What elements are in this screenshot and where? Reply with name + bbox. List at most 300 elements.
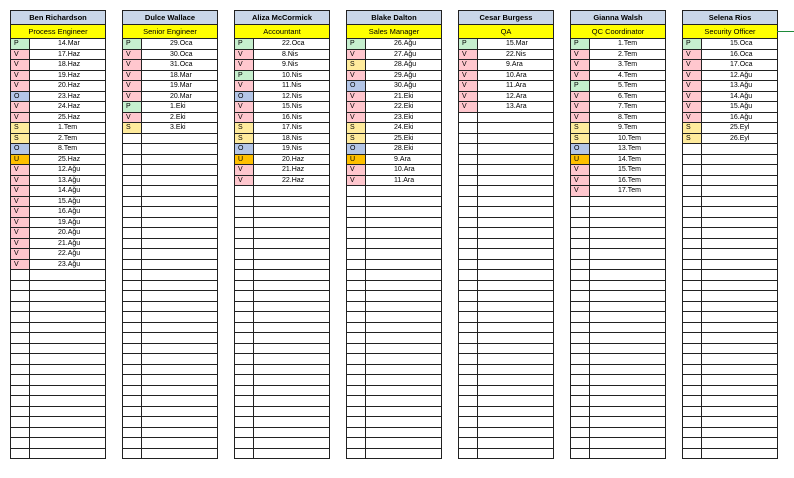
status-code-cell[interactable]: [123, 323, 142, 333]
status-code-cell[interactable]: [11, 375, 30, 385]
status-code-cell[interactable]: [123, 281, 142, 291]
date-cell[interactable]: 24.Eki: [394, 124, 414, 131]
status-code-cell[interactable]: [571, 354, 590, 364]
date-cell[interactable]: 22.Ağu: [58, 250, 81, 257]
status-code-cell[interactable]: [347, 249, 366, 259]
date-cell[interactable]: [702, 438, 777, 448]
date-cell[interactable]: [590, 228, 665, 238]
status-code-cell[interactable]: [683, 396, 702, 406]
date-cell[interactable]: [366, 291, 441, 301]
status-code-cell[interactable]: V: [11, 260, 30, 270]
date-cell[interactable]: [590, 281, 665, 291]
date-cell[interactable]: 25.Eyl: [730, 124, 750, 131]
status-code-cell[interactable]: [235, 218, 254, 228]
status-code-cell[interactable]: [459, 218, 478, 228]
date-cell[interactable]: 22.Nis: [506, 50, 526, 58]
status-code-cell[interactable]: P: [123, 102, 142, 112]
status-code-cell[interactable]: [235, 249, 254, 259]
status-code-cell[interactable]: [683, 333, 702, 343]
date-cell[interactable]: 2.Tem: [58, 134, 78, 142]
date-cell[interactable]: [702, 155, 777, 165]
date-cell[interactable]: 18.Nis: [282, 134, 302, 142]
status-code-cell[interactable]: V: [683, 60, 702, 70]
date-cell[interactable]: 9.Tem: [618, 124, 638, 131]
status-code-cell[interactable]: [347, 428, 366, 438]
status-code-cell[interactable]: V: [11, 218, 30, 228]
status-code-cell[interactable]: [347, 375, 366, 385]
status-code-cell[interactable]: V: [683, 81, 702, 91]
status-code-cell[interactable]: [459, 417, 478, 427]
date-cell[interactable]: [702, 354, 777, 364]
date-cell[interactable]: [478, 428, 553, 438]
date-cell[interactable]: 25.Haz: [58, 113, 81, 121]
date-cell[interactable]: [702, 333, 777, 343]
date-cell[interactable]: [478, 407, 553, 417]
date-cell[interactable]: [30, 417, 105, 427]
date-cell[interactable]: 17.Tem: [618, 187, 641, 194]
status-code-cell[interactable]: [683, 260, 702, 270]
status-code-cell[interactable]: [683, 218, 702, 228]
date-cell[interactable]: [366, 407, 441, 417]
status-code-cell[interactable]: [347, 218, 366, 228]
status-code-cell[interactable]: [235, 291, 254, 301]
date-cell[interactable]: [254, 323, 329, 333]
date-cell[interactable]: [590, 407, 665, 417]
status-code-cell[interactable]: [347, 386, 366, 396]
date-cell[interactable]: [478, 270, 553, 280]
date-cell[interactable]: [142, 407, 217, 417]
status-code-cell[interactable]: [123, 239, 142, 249]
date-cell[interactable]: [142, 270, 217, 280]
status-code-cell[interactable]: P: [683, 39, 702, 49]
person-name[interactable]: Ben Richardson: [11, 11, 105, 25]
status-code-cell[interactable]: [347, 291, 366, 301]
date-cell[interactable]: 22.Haz: [282, 176, 305, 184]
status-code-cell[interactable]: [235, 449, 254, 459]
status-code-cell[interactable]: [571, 417, 590, 427]
status-code-cell[interactable]: S: [11, 123, 30, 133]
date-cell[interactable]: [30, 449, 105, 459]
date-cell[interactable]: 17.Oca: [730, 61, 753, 68]
date-cell[interactable]: [590, 260, 665, 270]
date-cell[interactable]: [30, 354, 105, 364]
date-cell[interactable]: [702, 144, 777, 154]
status-code-cell[interactable]: [11, 270, 30, 280]
status-code-cell[interactable]: [235, 302, 254, 312]
status-code-cell[interactable]: V: [11, 228, 30, 238]
status-code-cell[interactable]: [459, 291, 478, 301]
status-code-cell[interactable]: [123, 197, 142, 207]
status-code-cell[interactable]: S: [123, 123, 142, 133]
date-cell[interactable]: [142, 134, 217, 144]
status-code-cell[interactable]: V: [571, 71, 590, 81]
date-cell[interactable]: 15.Oca: [730, 40, 753, 47]
date-cell[interactable]: [478, 333, 553, 343]
status-code-cell[interactable]: [235, 197, 254, 207]
status-code-cell[interactable]: [11, 344, 30, 354]
status-code-cell[interactable]: [347, 270, 366, 280]
status-code-cell[interactable]: [347, 344, 366, 354]
status-code-cell[interactable]: [459, 365, 478, 375]
date-cell[interactable]: [590, 449, 665, 459]
date-cell[interactable]: [142, 323, 217, 333]
status-code-cell[interactable]: P: [459, 39, 478, 49]
date-cell[interactable]: [590, 207, 665, 217]
date-cell[interactable]: [702, 260, 777, 270]
person-role[interactable]: Accountant: [235, 25, 329, 39]
date-cell[interactable]: [30, 386, 105, 396]
status-code-cell[interactable]: [571, 207, 590, 217]
date-cell[interactable]: [478, 417, 553, 427]
status-code-cell[interactable]: [683, 417, 702, 427]
status-code-cell[interactable]: [235, 312, 254, 322]
date-cell[interactable]: [478, 176, 553, 186]
status-code-cell[interactable]: S: [571, 123, 590, 133]
status-code-cell[interactable]: V: [11, 239, 30, 249]
date-cell[interactable]: 11.Ara: [394, 176, 415, 184]
status-code-cell[interactable]: [123, 270, 142, 280]
date-cell[interactable]: [702, 270, 777, 280]
status-code-cell[interactable]: [459, 155, 478, 165]
date-cell[interactable]: [702, 407, 777, 417]
status-code-cell[interactable]: [123, 144, 142, 154]
date-cell[interactable]: [702, 228, 777, 238]
status-code-cell[interactable]: [123, 428, 142, 438]
status-code-cell[interactable]: [571, 239, 590, 249]
date-cell[interactable]: 29.Oca: [170, 40, 193, 47]
date-cell[interactable]: [366, 323, 441, 333]
status-code-cell[interactable]: P: [11, 39, 30, 49]
status-code-cell[interactable]: [459, 197, 478, 207]
status-code-cell[interactable]: [347, 323, 366, 333]
date-cell[interactable]: [702, 323, 777, 333]
date-cell[interactable]: [366, 186, 441, 196]
date-cell[interactable]: [30, 302, 105, 312]
date-cell[interactable]: 1.Tem: [58, 124, 78, 131]
date-cell[interactable]: [366, 396, 441, 406]
date-cell[interactable]: [702, 449, 777, 459]
status-code-cell[interactable]: [123, 228, 142, 238]
date-cell[interactable]: [590, 428, 665, 438]
status-code-cell[interactable]: [459, 144, 478, 154]
status-code-cell[interactable]: [235, 239, 254, 249]
status-code-cell[interactable]: [11, 365, 30, 375]
date-cell[interactable]: [254, 239, 329, 249]
date-cell[interactable]: [590, 344, 665, 354]
date-cell[interactable]: [142, 239, 217, 249]
date-cell[interactable]: [702, 386, 777, 396]
status-code-cell[interactable]: [347, 417, 366, 427]
date-cell[interactable]: [254, 312, 329, 322]
status-code-cell[interactable]: V: [123, 60, 142, 70]
date-cell[interactable]: 19.Haz: [58, 71, 81, 79]
status-code-cell[interactable]: [11, 323, 30, 333]
date-cell[interactable]: 23.Eki: [394, 113, 414, 121]
date-cell[interactable]: 18.Haz: [58, 61, 81, 68]
status-code-cell[interactable]: [235, 354, 254, 364]
status-code-cell[interactable]: [347, 228, 366, 238]
date-cell[interactable]: [142, 365, 217, 375]
status-code-cell[interactable]: [235, 438, 254, 448]
status-code-cell[interactable]: V: [11, 71, 30, 81]
status-code-cell[interactable]: [123, 375, 142, 385]
date-cell[interactable]: [702, 428, 777, 438]
date-cell[interactable]: [30, 323, 105, 333]
date-cell[interactable]: [142, 144, 217, 154]
status-code-cell[interactable]: V: [123, 81, 142, 91]
status-code-cell[interactable]: [11, 281, 30, 291]
status-code-cell[interactable]: [571, 291, 590, 301]
date-cell[interactable]: [30, 407, 105, 417]
date-cell[interactable]: 8.Tem: [58, 145, 78, 152]
status-code-cell[interactable]: V: [235, 165, 254, 175]
status-code-cell[interactable]: [235, 386, 254, 396]
status-code-cell[interactable]: O: [347, 144, 366, 154]
status-code-cell[interactable]: [123, 438, 142, 448]
date-cell[interactable]: [366, 207, 441, 217]
date-cell[interactable]: [254, 249, 329, 259]
person-role[interactable]: Process Engineer: [11, 25, 105, 39]
date-cell[interactable]: [702, 281, 777, 291]
date-cell[interactable]: [254, 407, 329, 417]
status-code-cell[interactable]: [571, 333, 590, 343]
date-cell[interactable]: 9.Ara: [506, 61, 523, 68]
status-code-cell[interactable]: [123, 344, 142, 354]
person-role[interactable]: QC Coordinator: [571, 25, 665, 39]
status-code-cell[interactable]: V: [347, 50, 366, 60]
status-code-cell[interactable]: V: [11, 207, 30, 217]
status-code-cell[interactable]: [459, 375, 478, 385]
date-cell[interactable]: 3.Eki: [170, 124, 186, 131]
date-cell[interactable]: 13.Ara: [506, 103, 527, 110]
status-code-cell[interactable]: [347, 312, 366, 322]
date-cell[interactable]: 23.Ağu: [58, 260, 81, 268]
status-code-cell[interactable]: [235, 375, 254, 385]
date-cell[interactable]: [478, 207, 553, 217]
status-code-cell[interactable]: [123, 449, 142, 459]
date-cell[interactable]: [478, 323, 553, 333]
status-code-cell[interactable]: V: [571, 102, 590, 112]
status-code-cell[interactable]: P: [235, 39, 254, 49]
status-code-cell[interactable]: [347, 302, 366, 312]
status-code-cell[interactable]: [683, 228, 702, 238]
status-code-cell[interactable]: [123, 260, 142, 270]
status-code-cell[interactable]: S: [235, 134, 254, 144]
status-code-cell[interactable]: [235, 186, 254, 196]
date-cell[interactable]: 11.Nis: [282, 82, 302, 89]
date-cell[interactable]: [702, 165, 777, 175]
status-code-cell[interactable]: [235, 407, 254, 417]
date-cell[interactable]: [142, 165, 217, 175]
date-cell[interactable]: [366, 281, 441, 291]
date-cell[interactable]: [478, 438, 553, 448]
status-code-cell[interactable]: [235, 260, 254, 270]
date-cell[interactable]: [366, 260, 441, 270]
date-cell[interactable]: [254, 218, 329, 228]
date-cell[interactable]: [254, 354, 329, 364]
date-cell[interactable]: [142, 302, 217, 312]
date-cell[interactable]: [366, 312, 441, 322]
date-cell[interactable]: [478, 396, 553, 406]
status-code-cell[interactable]: [347, 407, 366, 417]
date-cell[interactable]: 16.Ağu: [730, 113, 753, 121]
date-cell[interactable]: 19.Nis: [282, 145, 302, 152]
date-cell[interactable]: [590, 333, 665, 343]
status-code-cell[interactable]: [11, 312, 30, 322]
status-code-cell[interactable]: [347, 186, 366, 196]
status-code-cell[interactable]: [123, 354, 142, 364]
date-cell[interactable]: [478, 134, 553, 144]
date-cell[interactable]: 16.Oca: [730, 50, 753, 58]
status-code-cell[interactable]: [683, 239, 702, 249]
status-code-cell[interactable]: [459, 165, 478, 175]
status-code-cell[interactable]: O: [11, 144, 30, 154]
status-code-cell[interactable]: V: [683, 71, 702, 81]
status-code-cell[interactable]: [123, 333, 142, 343]
date-cell[interactable]: [702, 176, 777, 186]
date-cell[interactable]: [366, 239, 441, 249]
status-code-cell[interactable]: [11, 417, 30, 427]
status-code-cell[interactable]: [459, 176, 478, 186]
status-code-cell[interactable]: U: [11, 155, 30, 165]
status-code-cell[interactable]: V: [123, 50, 142, 60]
status-code-cell[interactable]: [571, 438, 590, 448]
status-code-cell[interactable]: V: [11, 197, 30, 207]
date-cell[interactable]: [590, 354, 665, 364]
date-cell[interactable]: 16.Tem: [618, 176, 641, 184]
status-code-cell[interactable]: S: [235, 123, 254, 133]
date-cell[interactable]: [590, 312, 665, 322]
status-code-cell[interactable]: [347, 438, 366, 448]
status-code-cell[interactable]: [459, 239, 478, 249]
status-code-cell[interactable]: [235, 344, 254, 354]
date-cell[interactable]: [702, 365, 777, 375]
status-code-cell[interactable]: V: [459, 50, 478, 60]
date-cell[interactable]: [590, 239, 665, 249]
date-cell[interactable]: [590, 438, 665, 448]
date-cell[interactable]: 21.Haz: [282, 166, 305, 173]
status-code-cell[interactable]: [683, 270, 702, 280]
status-code-cell[interactable]: [571, 449, 590, 459]
status-code-cell[interactable]: [459, 113, 478, 123]
date-cell[interactable]: [142, 375, 217, 385]
date-cell[interactable]: [702, 312, 777, 322]
date-cell[interactable]: 10.Ara: [506, 71, 527, 79]
person-name[interactable]: Aliza McCormick: [235, 11, 329, 25]
date-cell[interactable]: [254, 396, 329, 406]
date-cell[interactable]: [142, 344, 217, 354]
status-code-cell[interactable]: V: [11, 186, 30, 196]
date-cell[interactable]: [142, 155, 217, 165]
status-code-cell[interactable]: S: [347, 123, 366, 133]
status-code-cell[interactable]: V: [571, 50, 590, 60]
status-code-cell[interactable]: [683, 281, 702, 291]
status-code-cell[interactable]: [459, 428, 478, 438]
status-code-cell[interactable]: [459, 134, 478, 144]
status-code-cell[interactable]: [683, 165, 702, 175]
date-cell[interactable]: [366, 386, 441, 396]
status-code-cell[interactable]: [459, 449, 478, 459]
date-cell[interactable]: 15.Ağu: [730, 103, 753, 110]
status-code-cell[interactable]: [683, 344, 702, 354]
date-cell[interactable]: [142, 249, 217, 259]
status-code-cell[interactable]: [123, 249, 142, 259]
status-code-cell[interactable]: S: [683, 134, 702, 144]
date-cell[interactable]: 4.Tem: [618, 71, 638, 79]
status-code-cell[interactable]: [571, 386, 590, 396]
date-cell[interactable]: [254, 207, 329, 217]
status-code-cell[interactable]: [571, 228, 590, 238]
status-code-cell[interactable]: U: [347, 155, 366, 165]
status-code-cell[interactable]: [123, 218, 142, 228]
date-cell[interactable]: [366, 302, 441, 312]
status-code-cell[interactable]: V: [347, 165, 366, 175]
date-cell[interactable]: [590, 197, 665, 207]
status-code-cell[interactable]: [123, 291, 142, 301]
status-code-cell[interactable]: V: [235, 113, 254, 123]
status-code-cell[interactable]: O: [347, 81, 366, 91]
date-cell[interactable]: [142, 417, 217, 427]
date-cell[interactable]: 19.Mar: [170, 82, 192, 89]
date-cell[interactable]: [254, 386, 329, 396]
date-cell[interactable]: [30, 438, 105, 448]
date-cell[interactable]: 14.Mar: [58, 40, 80, 47]
status-code-cell[interactable]: S: [571, 134, 590, 144]
status-code-cell[interactable]: [11, 449, 30, 459]
date-cell[interactable]: [142, 396, 217, 406]
date-cell[interactable]: [590, 302, 665, 312]
date-cell[interactable]: [702, 396, 777, 406]
date-cell[interactable]: [478, 113, 553, 123]
status-code-cell[interactable]: [347, 354, 366, 364]
date-cell[interactable]: 12.Ağu: [730, 71, 753, 79]
status-code-cell[interactable]: O: [235, 92, 254, 102]
date-cell[interactable]: [142, 281, 217, 291]
status-code-cell[interactable]: [571, 197, 590, 207]
date-cell[interactable]: [590, 375, 665, 385]
status-code-cell[interactable]: V: [683, 102, 702, 112]
date-cell[interactable]: [254, 417, 329, 427]
status-code-cell[interactable]: V: [571, 165, 590, 175]
status-code-cell[interactable]: P: [571, 39, 590, 49]
date-cell[interactable]: [142, 428, 217, 438]
date-cell[interactable]: [366, 218, 441, 228]
date-cell[interactable]: 3.Tem: [618, 61, 638, 68]
date-cell[interactable]: 26.Ağu: [394, 40, 417, 47]
status-code-cell[interactable]: [571, 281, 590, 291]
status-code-cell[interactable]: [347, 281, 366, 291]
date-cell[interactable]: [254, 228, 329, 238]
status-code-cell[interactable]: [11, 333, 30, 343]
date-cell[interactable]: [254, 344, 329, 354]
date-cell[interactable]: [254, 428, 329, 438]
date-cell[interactable]: [478, 197, 553, 207]
date-cell[interactable]: [478, 144, 553, 154]
status-code-cell[interactable]: V: [11, 60, 30, 70]
status-code-cell[interactable]: [11, 302, 30, 312]
status-code-cell[interactable]: [459, 186, 478, 196]
status-code-cell[interactable]: V: [571, 113, 590, 123]
date-cell[interactable]: [142, 438, 217, 448]
date-cell[interactable]: [366, 333, 441, 343]
date-cell[interactable]: 22.Oca: [282, 40, 305, 47]
date-cell[interactable]: [702, 344, 777, 354]
status-code-cell[interactable]: [459, 438, 478, 448]
date-cell[interactable]: 12.Ara: [506, 92, 527, 100]
date-cell[interactable]: [254, 186, 329, 196]
status-code-cell[interactable]: S: [347, 134, 366, 144]
status-code-cell[interactable]: [683, 354, 702, 364]
